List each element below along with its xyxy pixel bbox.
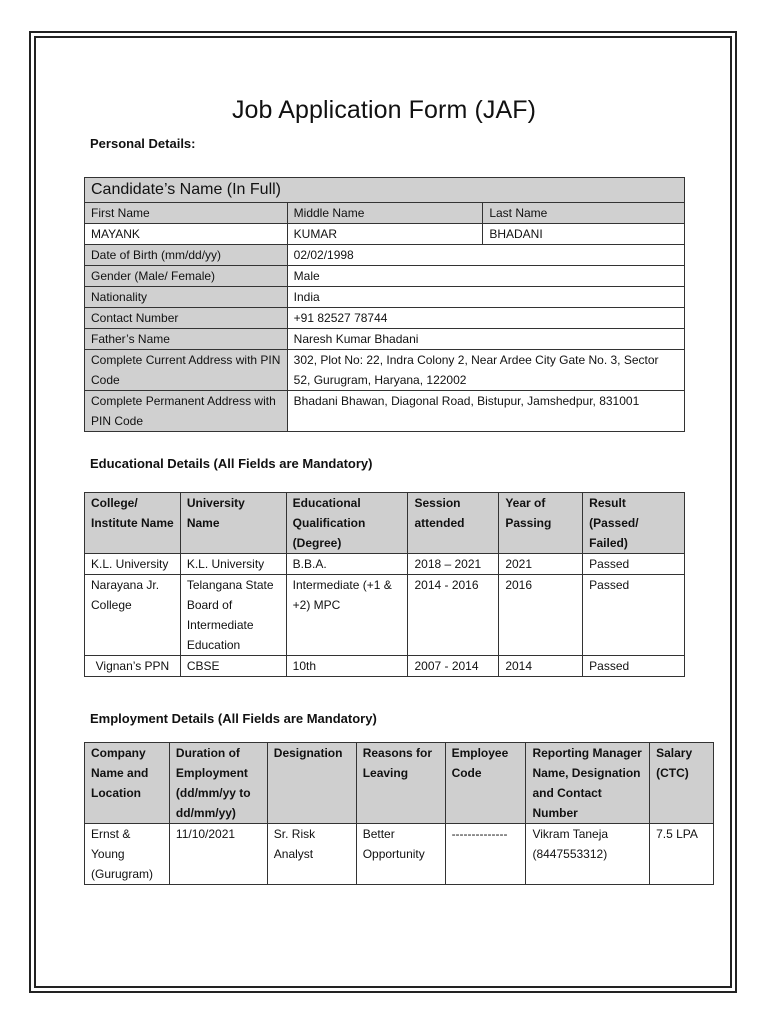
edu-cell: Narayana Jr. College bbox=[85, 575, 181, 656]
edu-cell: CBSE bbox=[180, 656, 286, 677]
middle-name-label: Middle Name bbox=[287, 203, 483, 224]
edu-cell: Telangana State Board of Intermediate Education bbox=[180, 575, 286, 656]
edu-cell: 2016 bbox=[499, 575, 583, 656]
dob-label: Date of Birth (mm/dd/yy) bbox=[85, 245, 288, 266]
edu-cell: 2018 – 2021 bbox=[408, 554, 499, 575]
edu-cell: 2014 bbox=[499, 656, 583, 677]
emp-header-cell: Salary (CTC) bbox=[650, 743, 714, 824]
first-name-value: MAYANK bbox=[85, 224, 288, 245]
emp-cell: Ernst & Young (Gurugram) bbox=[85, 824, 170, 885]
table-row bbox=[85, 575, 685, 656]
candidate-name-header: Candidate’s Name (In Full) bbox=[85, 178, 685, 203]
permanent-address-value: Bhadani Bhawan, Diagonal Road, Bistupur, Jamshedpur, 831001 bbox=[287, 391, 684, 432]
edu-header-cell: Educational Qualification (Degree) bbox=[286, 493, 408, 554]
edu-header-cell: College/ Institute Name bbox=[85, 493, 181, 554]
edu-header-cell: Session attended bbox=[408, 493, 499, 554]
father-name-label: Father’s Name bbox=[85, 329, 288, 350]
current-address-value: 302, Plot No: 22, Indra Colony 2, Near Ardee City Gate No. 3, Sector 52, Gurugram, Haryana, 122002 bbox=[287, 350, 684, 391]
dob-value: 02/02/1998 bbox=[287, 245, 684, 266]
table-row bbox=[85, 656, 685, 677]
employment-table bbox=[84, 742, 714, 885]
emp-cell: Better Opportunity bbox=[356, 824, 445, 885]
gender-value: Male bbox=[287, 266, 684, 287]
emp-header-cell: Employee Code bbox=[445, 743, 526, 824]
nationality-label: Nationality bbox=[85, 287, 288, 308]
permanent-address-label: Complete Permanent Address with PIN Code bbox=[85, 391, 288, 432]
emp-cell: Sr. Risk Analyst bbox=[267, 824, 356, 885]
emp-header-cell: Company Name and Location bbox=[85, 743, 170, 824]
edu-header-cell: Year of Passing bbox=[499, 493, 583, 554]
emp-header-cell: Designation bbox=[267, 743, 356, 824]
edu-cell: 2021 bbox=[499, 554, 583, 575]
middle-name-value: KUMAR bbox=[287, 224, 483, 245]
edu-cell: 10th bbox=[286, 656, 408, 677]
emp-cell: Vikram Taneja (8447553312) bbox=[526, 824, 650, 885]
education-table bbox=[84, 492, 685, 677]
form-title: Job Application Form (JAF) bbox=[231, 96, 537, 124]
edu-cell: Vignan’s PPN bbox=[85, 656, 181, 677]
personal-details-table bbox=[84, 177, 685, 432]
edu-cell: B.B.A. bbox=[286, 554, 408, 575]
edu-cell: Passed bbox=[583, 656, 685, 677]
edu-cell: Passed bbox=[583, 575, 685, 656]
table-row bbox=[85, 824, 714, 885]
edu-cell: Passed bbox=[583, 554, 685, 575]
edu-header-cell: Result (Passed/ Failed) bbox=[583, 493, 685, 554]
first-name-label: First Name bbox=[85, 203, 288, 224]
edu-cell: K.L. University bbox=[85, 554, 181, 575]
last-name-label: Last Name bbox=[483, 203, 685, 224]
last-name-value: BHADANI bbox=[483, 224, 685, 245]
personal-details-heading: Personal Details: bbox=[90, 136, 196, 151]
edu-header-cell: University Name bbox=[180, 493, 286, 554]
gender-label: Gender (Male/ Female) bbox=[85, 266, 288, 287]
edu-cell: Intermediate (+1 & +2) MPC bbox=[286, 575, 408, 656]
emp-header-cell: Duration of Employment (dd/mm/yy to dd/mm/yy) bbox=[169, 743, 267, 824]
emp-cell: -------------- bbox=[445, 824, 526, 885]
edu-cell: 2014 - 2016 bbox=[408, 575, 499, 656]
emp-header-cell: Reasons for Leaving bbox=[356, 743, 445, 824]
current-address-label: Complete Current Address with PIN Code bbox=[85, 350, 288, 391]
emp-cell: 7.5 LPA bbox=[650, 824, 714, 885]
table-row bbox=[85, 554, 685, 575]
nationality-value: India bbox=[287, 287, 684, 308]
education-heading: Educational Details (All Fields are Mandatory) bbox=[90, 456, 373, 471]
emp-cell: 11/10/2021 bbox=[169, 824, 267, 885]
edu-cell: 2007 - 2014 bbox=[408, 656, 499, 677]
contact-label: Contact Number bbox=[85, 308, 288, 329]
father-name-value: Naresh Kumar Bhadani bbox=[287, 329, 684, 350]
edu-cell: K.L. University bbox=[180, 554, 286, 575]
employment-heading: Employment Details (All Fields are Mandatory) bbox=[90, 711, 377, 726]
contact-value: +91 82527 78744 bbox=[287, 308, 684, 329]
emp-header-cell: Reporting Manager Name, Designation and Contact Number bbox=[526, 743, 650, 824]
